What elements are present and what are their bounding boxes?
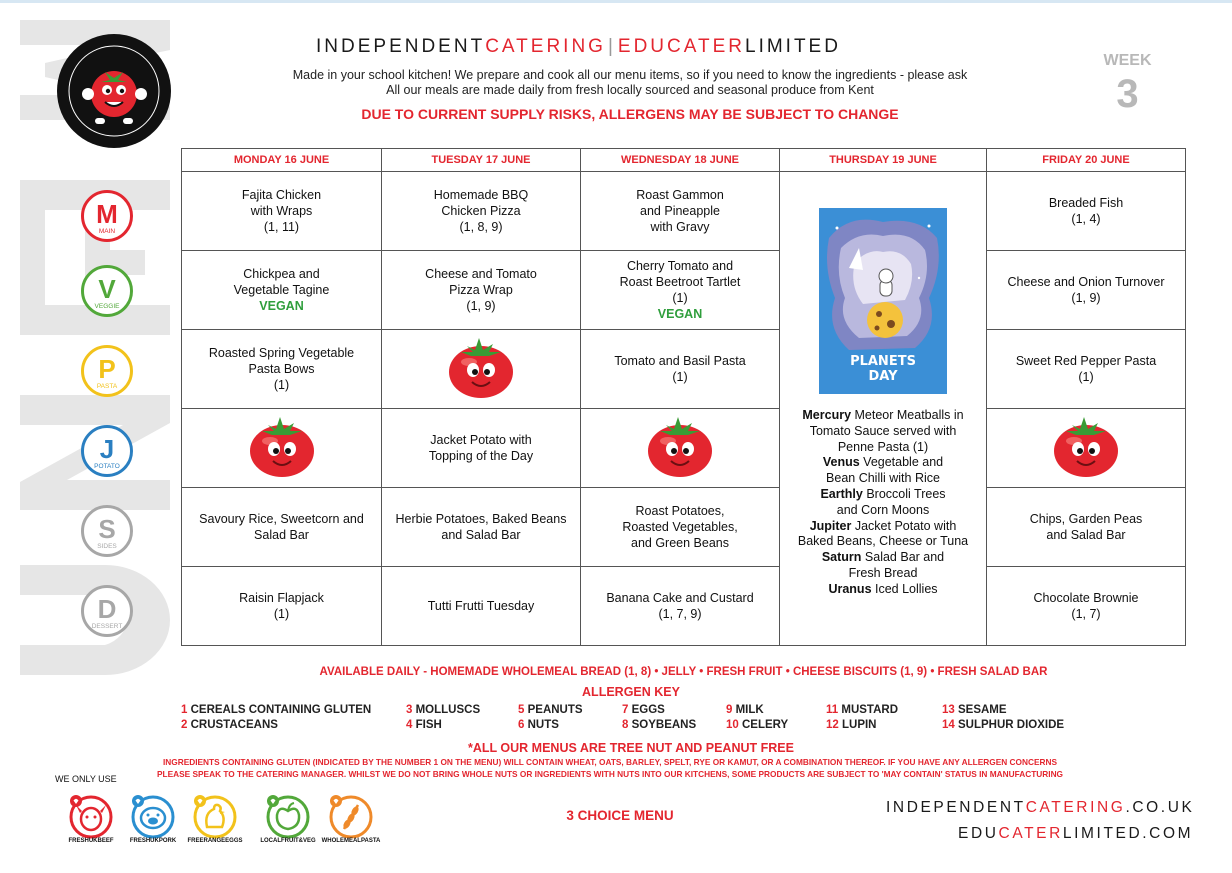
allergen-number: 14 [942, 719, 955, 731]
menu-line: (1, 11) [263, 220, 300, 234]
menu-line: Pizza Wrap [449, 283, 513, 297]
menu-line: Vegetable Tagine [233, 283, 330, 297]
planet-name: Jupiter [809, 518, 852, 533]
menu-line: and Pineapple [640, 204, 720, 218]
brand-independent: INDEPENDENT [316, 36, 486, 57]
allergen-item [826, 719, 877, 731]
veggie-row [182, 251, 1186, 330]
wednesday-pasta [581, 330, 780, 409]
menu-line: Chips, Garden Peas [1029, 512, 1143, 526]
wednesday-sides [581, 488, 780, 567]
planet-name: Saturn [821, 550, 862, 565]
sides-row [182, 488, 1186, 567]
planet-menu-line [784, 424, 982, 440]
menu-line: Tomato and Basil Pasta [614, 354, 746, 368]
day-header-tuesday: TUESDAY 17 JUNE [382, 149, 581, 172]
wednesday-main [581, 172, 780, 251]
menu-line: Pasta Bows [248, 362, 315, 376]
allergen-number: 10 [726, 719, 739, 731]
menu-line: Tutti Frutti Tuesday [427, 599, 535, 613]
allergen-item [518, 704, 583, 716]
allergen-number: 11 [826, 704, 839, 716]
allergen-name: NUTS [524, 719, 559, 731]
tuesday-potato [382, 409, 581, 488]
menu-line: Roasted Spring Vegetable [208, 346, 355, 360]
allergen-number: 7 [622, 704, 629, 716]
planets-day-poster [819, 208, 947, 394]
planet-dish-text: Bean Chilli with Rice [826, 471, 940, 486]
educater-limited-url [958, 825, 1193, 843]
menu-line: (1) [1078, 370, 1094, 384]
category-badge-potato [81, 425, 133, 477]
menu-line: Homemade BBQ [433, 188, 529, 202]
gluten-note-line-1: INGREDIENTS CONTAINING GLUTEN (INDICATED BY THE NUMBER 1 ON THE MENU) WILL CONTAIN WHEAT, OATS, BARLEY, SPELT, RYE OR KAMUT, OR A COMBINATION THEREOF. IF YOU HAVE ANY ALLERGEN CONCERNS [162, 757, 1058, 767]
allergen-number: 13 [942, 704, 955, 716]
brand-educater: EDUCATER [617, 36, 745, 57]
category-letter: M [96, 199, 118, 229]
planet-dish-text: Baked Beans, Cheese or Tuna [797, 534, 969, 549]
available-daily: AVAILABLE DAILY - HOMEMADE WHOLEMEAL BREAD (1, 8) • JELLY • FRESH FRUIT • CHEESE BISCUITS (1, 9) • FRESH SALAD BAR [319, 666, 1048, 678]
planet-dish-text: Iced Lollies [871, 581, 938, 596]
menu-line: Cheese and Tomato [425, 267, 537, 281]
monday-veggie [182, 251, 382, 330]
planet-menu-line [784, 471, 982, 487]
category-badge-pasta [81, 345, 133, 397]
monday-main [182, 172, 382, 251]
category-label: POTATO [94, 463, 120, 470]
allergen-number: 2 [181, 719, 188, 731]
friday-potato-tomato [987, 409, 1186, 488]
day-header-row [182, 149, 1186, 172]
allergen-number: 4 [406, 719, 413, 731]
menu-line: Banana Cake and Custard [606, 591, 754, 605]
week-number: 3 [1116, 72, 1139, 116]
monday-potato-tomato [182, 409, 382, 488]
category-letter: P [98, 354, 116, 384]
url1-part-b: CATERING [1025, 799, 1126, 816]
menu-line: Roast Gammon [636, 188, 724, 202]
friday-main [987, 172, 1186, 251]
monday-dessert [182, 567, 382, 646]
menu-line: Breaded Fish [1048, 196, 1124, 210]
wednesday-potato-tomato [581, 409, 780, 488]
allergen-item [622, 704, 665, 716]
menu-line: Roasted Vegetables, [622, 520, 738, 534]
planet-dish-text: Salad Bar and [861, 550, 945, 565]
menu-line: (1) [672, 291, 688, 305]
menu-line: Savoury Rice, Sweetcorn and [199, 512, 364, 526]
allergen-name: CRUSTACEANS [187, 719, 278, 731]
menu-line: Raisin Flapjack [239, 591, 324, 605]
menu-line: (1) [672, 370, 688, 384]
day-header-friday: FRIDAY 20 JUNE [987, 149, 1186, 172]
allergen-number: 6 [518, 719, 525, 731]
category-letter: D [97, 594, 117, 624]
planet-menu-line [784, 582, 982, 598]
category-badge-main [81, 190, 133, 242]
planet-menu-line [784, 408, 982, 424]
friday-sides [987, 488, 1186, 567]
menu-line: Herbie Potatoes, Baked Beans [395, 512, 567, 526]
planet-menu-line [784, 566, 982, 582]
tomato-mascot-icon [445, 389, 517, 403]
menu-line: (1, 7) [1071, 607, 1101, 621]
allergen-item [181, 719, 278, 731]
pig-icon [130, 793, 176, 839]
menu-line: with Gravy [650, 220, 710, 234]
day-header-wednesday: WEDNESDAY 18 JUNE [581, 149, 780, 172]
allergen-number: 12 [826, 719, 839, 731]
menu-line: Cheese and Onion Turnover [1007, 275, 1165, 289]
planet-menu-line [784, 440, 982, 456]
allergen-number: 5 [518, 704, 525, 716]
menu-line: Salad Bar [254, 528, 309, 542]
allergen-name: CEREALS CONTAINING GLUTEN [187, 704, 372, 716]
poster-title-day: DAY [868, 369, 898, 384]
dessert-row [182, 567, 1186, 646]
allergen-item [406, 719, 442, 731]
friday-dessert [987, 567, 1186, 646]
planet-name: Uranus [828, 581, 872, 596]
tomato-mascot-icon [644, 468, 716, 482]
vegan-tag: VEGAN [259, 299, 304, 313]
allergen-item [181, 704, 371, 716]
sourcing-label: FREERANGEEGGS [187, 838, 243, 844]
allergen-item [942, 704, 1007, 716]
potato-row [182, 409, 1186, 488]
intro-line-1: Made in your school kitchen! We prepare and cook all our menu items, so if you need to know the ingredients - please ask [292, 68, 968, 82]
independent-catering-url [886, 799, 1194, 817]
allergen-item [518, 719, 559, 731]
poster-title-line: PLANETS [850, 354, 916, 369]
top-rule [0, 0, 1232, 3]
menu-line: (1, 9) [466, 299, 496, 313]
allergen-number: 8 [622, 719, 629, 731]
menu-line: (1) [273, 378, 290, 392]
menu-line: (1) [273, 607, 290, 621]
planet-dish-text: Meteor Meatballs in [851, 408, 964, 422]
planet-menu-line [784, 503, 982, 519]
allergen-name: MOLLUSCS [412, 704, 481, 716]
allergen-key-title: ALLERGEN KEY [582, 685, 680, 699]
chicken-icon [192, 793, 238, 839]
allergen-name: LUPIN [838, 719, 877, 731]
menu-line: and Green Beans [631, 536, 729, 550]
menu-line: with Wraps [250, 204, 313, 218]
url1-part-a: INDEPENDENT [886, 799, 1026, 816]
planet-dish-text: Tomato Sauce served with [809, 423, 957, 438]
bull-icon [68, 793, 114, 839]
brand-limited: LIMITED [745, 36, 841, 57]
intro-text [220, 68, 1040, 98]
menu-line: (1, 8, 9) [459, 220, 503, 234]
gluten-note-line-2: PLEASE SPEAK TO THE CATERING MANAGER. WHILST WE DO NOT BRING WHOLE NUTS OR INGREDIENTS WITH NUTS INTO OUR KITCHENS, SOME PRODUCTS ARE SUBJECT TO 'MAY CONTAIN' STATUS IN MANUFACTURING [156, 769, 1064, 779]
planet-menu-line [784, 487, 982, 503]
sourcing-label: WHOLEMEALPASTA [321, 838, 381, 844]
tomato-mascot-icon [1050, 468, 1122, 482]
url2-part-c: LIMITED.COM [1062, 825, 1194, 842]
i-love-school-dinners-logo [55, 32, 173, 150]
monday-sides [182, 488, 382, 567]
weekly-menu-table [181, 148, 1186, 646]
category-label: SIDES [97, 543, 117, 550]
tuesday-pasta-tomato [382, 330, 581, 409]
friday-pasta [987, 330, 1186, 409]
planet-dish-text: Jacket Potato with [851, 518, 957, 533]
menu-line: Cherry Tomato and [626, 259, 734, 273]
menu-line: Roast Beetroot Tartlet [619, 275, 741, 289]
allergen-item [826, 704, 898, 716]
menu-line: Chickpea and [243, 267, 320, 281]
sourcing-label: FRESHUKBEEF [68, 838, 114, 844]
menu-line: Sweet Red Pepper Pasta [1015, 354, 1157, 368]
allergen-warning: DUE TO CURRENT SUPPLY RISKS, ALLERGENS MAY BE SUBJECT TO CHANGE [361, 106, 899, 122]
allergen-name: MUSTARD [838, 704, 899, 716]
allergen-item [942, 719, 1064, 731]
brand-separator: | [607, 36, 616, 57]
sourcing-label: LOCALFRUIT&VEG [260, 838, 316, 844]
choice-menu-label: 3 CHOICE MENU [566, 808, 674, 823]
allergen-name: SULPHUR DIOXIDE [954, 719, 1065, 731]
allergen-name: SESAME [954, 704, 1007, 716]
allergen-name: PEANUTS [524, 704, 583, 716]
week-label: WEEK [1103, 52, 1152, 69]
category-letter: V [98, 274, 116, 304]
menu-line: Fajita Chicken [241, 188, 322, 202]
allergen-item [726, 719, 788, 731]
day-header-monday: MONDAY 16 JUNE [182, 149, 382, 172]
menu-line: and Salad Bar [441, 528, 521, 542]
day-header-thursday: THURSDAY 19 JUNE [780, 149, 987, 172]
planet-name: Earthly [820, 486, 863, 501]
planet-menu-line [784, 534, 982, 550]
pasta-row [182, 330, 1186, 409]
category-label: DESSERT [91, 623, 123, 630]
allergen-name: MILK [732, 704, 764, 716]
allergen-number: 9 [726, 704, 733, 716]
tuesday-main [382, 172, 581, 251]
brand-heading [316, 36, 841, 58]
category-badge-sides [81, 505, 133, 557]
planet-dish-text: Fresh Bread [848, 565, 918, 580]
category-badge-veggie [81, 265, 133, 317]
friday-veggie [987, 251, 1186, 330]
apple-icon [265, 793, 311, 839]
menu-line: and Salad Bar [1046, 528, 1126, 542]
wednesday-dessert [581, 567, 780, 646]
planet-menu-line [784, 455, 982, 471]
allergen-name: FISH [412, 719, 442, 731]
category-letter: J [99, 434, 115, 464]
we-only-use-label: WE ONLY USE [55, 774, 117, 784]
vegan-tag: VEGAN [657, 307, 703, 321]
category-badge-dessert [81, 585, 133, 637]
planet-dish-text: Broccoli Trees [862, 486, 946, 501]
main-row [182, 172, 1186, 251]
menu-line: (1, 9) [1071, 291, 1101, 305]
monday-pasta [182, 330, 382, 409]
allergen-item [622, 719, 696, 731]
planet-dish-text: Vegetable and [859, 455, 944, 470]
url2-part-b: CATER [998, 825, 1063, 842]
thursday-planets-day [780, 172, 987, 646]
tuesday-veggie [382, 251, 581, 330]
menu-line: Jacket Potato with [430, 433, 532, 447]
category-letter: S [98, 514, 116, 544]
wheat-icon [328, 793, 374, 839]
menu-line: Chocolate Brownie [1033, 591, 1139, 605]
intro-line-2: All our meals are made daily from fresh locally sourced and seasonal produce from Kent [386, 83, 874, 97]
thursday-menu-items [784, 408, 982, 598]
sourcing-label: FRESHUKPORK [129, 838, 177, 844]
tomato-mascot-icon [246, 468, 318, 482]
url2-part-a: EDU [958, 825, 999, 842]
category-label: VEGGIE [94, 303, 120, 310]
allergen-name: CELERY [738, 719, 789, 731]
category-label: PASTA [96, 383, 118, 390]
allergen-item [406, 704, 480, 716]
allergen-number: 3 [406, 704, 413, 716]
allergen-number: 1 [181, 704, 188, 716]
tuesday-dessert [382, 567, 581, 646]
planet-dish-text: and Corn Moons [836, 502, 930, 517]
gluten-note [110, 756, 1110, 780]
planet-name: Mercury [802, 408, 852, 422]
allergen-name: SOYBEANS [628, 719, 697, 731]
menu-line: Chicken Pizza [441, 204, 521, 218]
menu-line: (1, 4) [1071, 212, 1101, 226]
wednesday-veggie [581, 251, 780, 330]
brand-catering: CATERING [485, 36, 606, 57]
menu-line: Roast Potatoes, [635, 504, 725, 518]
menu-line: (1, 7, 9) [658, 607, 702, 621]
menu-line: Topping of the Day [428, 449, 534, 463]
tree-nut-note: *ALL OUR MENUS ARE TREE NUT AND PEANUT FREE [468, 741, 794, 755]
tuesday-sides [382, 488, 581, 567]
planet-dish-text: Penne Pasta (1) [837, 439, 929, 454]
planet-name: Venus [822, 455, 860, 470]
url1-part-c: .CO.UK [1125, 799, 1195, 816]
category-label: MAIN [98, 228, 116, 235]
allergen-name: EGGS [628, 704, 665, 716]
planet-menu-line [784, 550, 982, 566]
allergen-item [726, 704, 764, 716]
planet-menu-line [784, 519, 982, 535]
